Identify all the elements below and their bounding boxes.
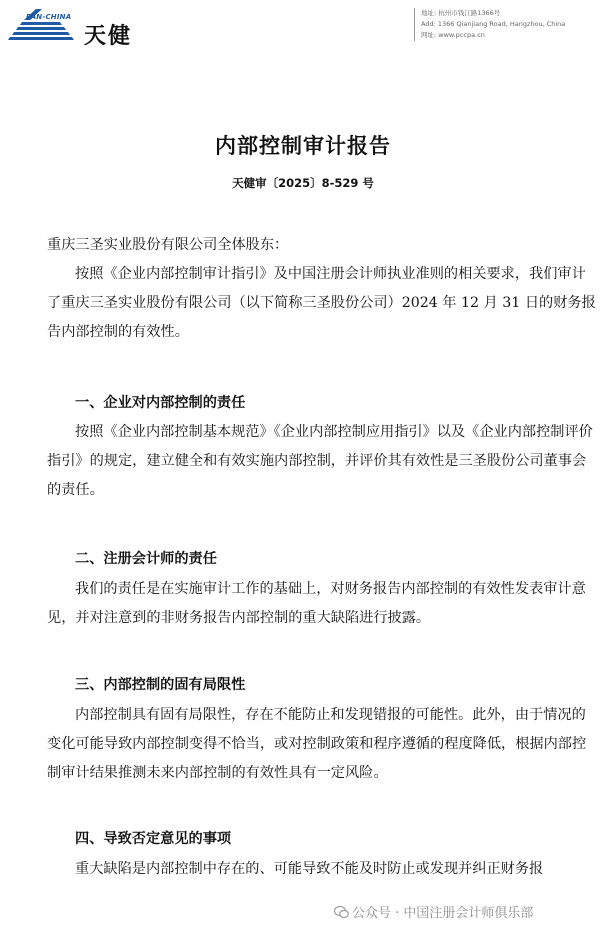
section-heading-1: 一、企业对内部控制的责任: [75, 395, 246, 411]
address-cn: 地址: 杭州市钱江路1366号: [421, 9, 501, 17]
document-number: 天健审〔2025〕8-529 号: [232, 176, 374, 190]
address-en: Add: 1366 Qianjiang Road, Hangzhou, China: [421, 20, 566, 28]
wechat-icon: [334, 905, 349, 919]
watermark-text: 公众号 · 中国注册会计师俱乐部: [352, 906, 534, 921]
section-body-3: 内部控制具有固有局限性，存在不能防止和发现错报的可能性。此外，由于情况的变化可能导致内部控制变得不恰当，或对控制政策和程序遵循的程度降低，根据内部控制审计结果推测未来内部控制的有效性具有一定风险。: [47, 707, 587, 781]
section-heading-4: 四、导致否定意见的事项: [75, 831, 232, 847]
section-heading-2: 二、注册会计师的责任: [75, 551, 217, 567]
logo-english: PAN-CHINA: [26, 13, 72, 21]
section-heading-3: 三、内部控制的固有局限性: [75, 677, 246, 693]
contact-block: [414, 8, 565, 41]
website: 网址: www.pccpa.cn: [421, 31, 485, 39]
letterhead: [0, 0, 606, 48]
section-body-1: 按照《企业内部控制基本规范》《企业内部控制应用指引》以及《企业内部控制评价指引》的规定，建立健全和有效实施内部控制，并评价其有效性是三圣股份公司董事会的责任。: [47, 424, 593, 498]
pan-china-logo: [6, 6, 156, 49]
watermark: [334, 902, 533, 921]
intro-paragraph: 按照《企业内部控制审计指引》及中国注册会计师执业准则的相关要求，我们审计了重庆三圣实业股份有限公司（以下简称三圣股份公司）2024 年 12 月 31 日的财务报告内部控制的有效性。: [47, 266, 596, 340]
report-title: 内部控制审计报告: [215, 134, 391, 158]
logo-chinese: 天健: [84, 24, 133, 49]
section-body-2: 我们的责任是在实施审计工作的基础上，对财务报告内部控制的有效性发表审计意见，并对注意到的非财务报告内部控制的重大缺陷进行披露。: [47, 581, 586, 626]
addressee: 重庆三圣实业股份有限公司全体股东：: [47, 237, 289, 253]
logo-stripes-icon: [6, 6, 78, 42]
section-body-4: 重大缺陷是内部控制中存在的、可能导致不能及时防止或发现并纠正财务报: [75, 861, 544, 877]
